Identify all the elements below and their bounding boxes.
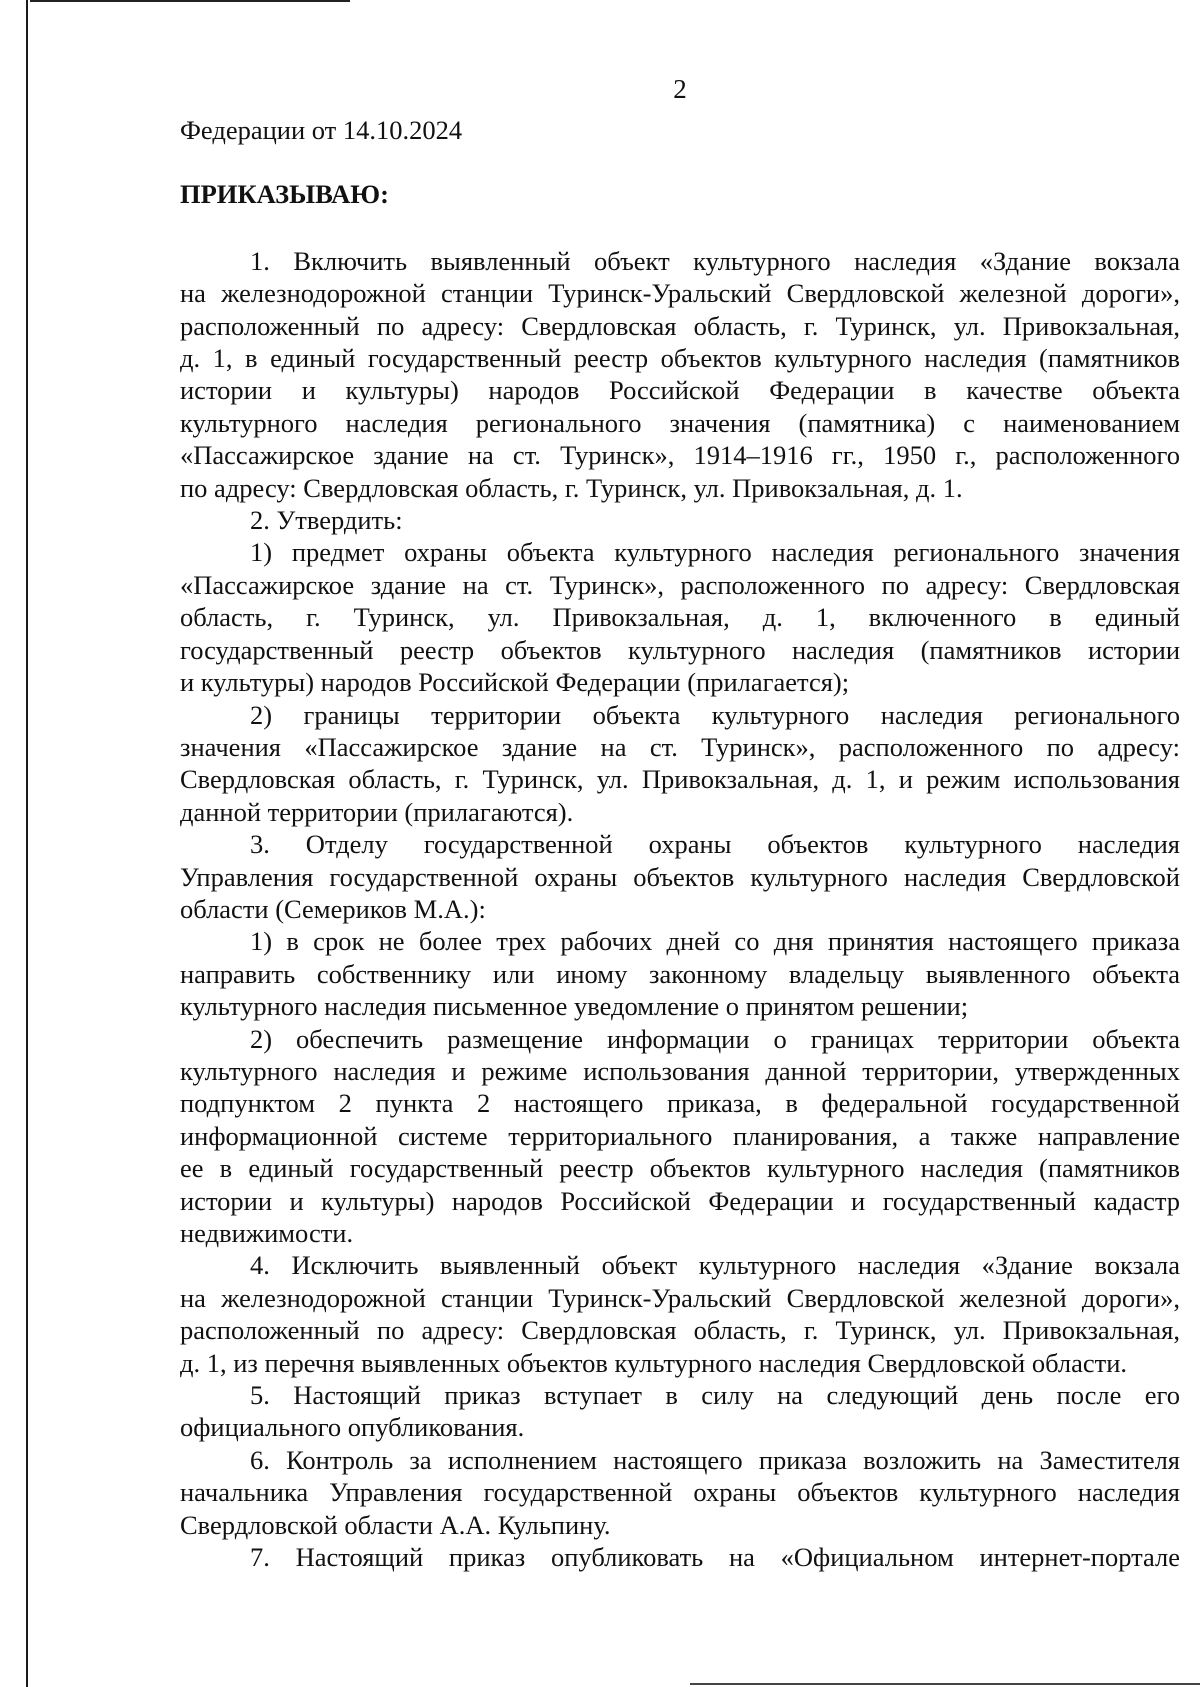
- text-line: д. 1, в единый государственный реестр объектов культурного наследия (памятников: [180, 343, 1180, 374]
- text-line: на железнодорожной станции Туринск-Уральский Свердловской железной дороги»,: [180, 1282, 1180, 1313]
- text-line: области (Семериков М.А.):: [180, 893, 486, 924]
- text-line: «Пассажирское здание на ст. Туринск», 1914–1916 гг., 1950 г., расположенного: [180, 440, 1180, 471]
- text-line: расположенный по адресу: Свердловская область, г. Туринск, ул. Привокзальная,: [180, 1315, 1180, 1346]
- text-line: Управления государственной охраны объектов культурного наследия Свердловской: [180, 861, 1180, 892]
- text-line: расположенный по адресу: Свердловская область, г. Туринск, ул. Привокзальная,: [180, 310, 1180, 341]
- text-line: данной территории (прилагаются).: [180, 796, 574, 827]
- document-body: [180, 114, 1180, 1573]
- text-line: 4. Исключить выявленный объект культурного наследия «Здание вокзала: [250, 1250, 1180, 1281]
- text-line: государственный реестр объектов культурного наследия (памятников истории: [180, 634, 1180, 665]
- text-line: начальника Управления государственной охраны объектов культурного наследия: [180, 1477, 1180, 1508]
- paragraph: [180, 1023, 1180, 1250]
- text-line: Свердловская область, г. Туринск, ул. Привокзальная, д. 1, и режим использования: [180, 764, 1180, 795]
- text-line: 1. Включить выявленный объект культурного наследия «Здание вокзала: [250, 245, 1180, 276]
- text-line: культурного наследия и режиме использования данной территории, утвержденных: [180, 1055, 1180, 1086]
- text-line: ее в единый государственный реестр объектов культурного наследия (памятников: [180, 1153, 1180, 1184]
- text-line: направить собственнику или иному законному владельцу выявленного объекта: [180, 958, 1180, 989]
- paragraph: [180, 536, 1180, 698]
- text-line: 7. Настоящий приказ опубликовать на «Официальном интернет-портале: [250, 1542, 1180, 1573]
- text-line: истории и культуры) народов Российской Федерации в качестве объекта: [180, 375, 1180, 406]
- text-line: д. 1, из перечня выявленных объектов культурного наследия Свердловской области.: [180, 1347, 1128, 1378]
- text-line: 2) границы территории объекта культурного наследия регионального: [250, 699, 1180, 730]
- paragraph: [180, 245, 1180, 504]
- text-line: 1) предмет охраны объекта культурного наследия регионального значения: [250, 537, 1180, 568]
- lead-line: Федерации от 14.10.2024: [180, 115, 463, 145]
- paragraph: [180, 1379, 1180, 1444]
- order-heading: ПРИКАЗЫВАЮ:: [180, 179, 389, 210]
- paragraph-list: [180, 245, 1180, 1574]
- text-line: истории и культуры) народов Российской Федерации и государственный кадастр: [180, 1185, 1180, 1216]
- paragraph: [180, 1541, 1180, 1573]
- paragraph: [180, 925, 1180, 1022]
- paragraph: [180, 1444, 1180, 1541]
- text-line: по адресу: Свердловская область, г. Туринск, ул. Привокзальная, д. 1.: [180, 472, 963, 503]
- text-line: и культуры) народов Российской Федерации (прилагается);: [180, 667, 850, 698]
- scan-edge-top: [30, 0, 350, 2]
- text-line: информационной системе территориального планирования, а также направление: [180, 1120, 1180, 1151]
- text-line: 2) обеспечить размещение информации о границах территории объекта: [250, 1023, 1180, 1054]
- scan-edge-left: [26, 0, 28, 1687]
- text-line: область, г. Туринск, ул. Привокзальная, д. 1, включенного в единый: [180, 602, 1180, 633]
- paragraph: [180, 504, 1180, 536]
- page-number: 2: [673, 74, 687, 104]
- text-line: 1) в срок не более трех рабочих дней со дня принятия настоящего приказа: [250, 926, 1180, 957]
- text-line: 5. Настоящий приказ вступает в силу на следующий день после его: [250, 1380, 1180, 1411]
- text-line: культурного наследия письменное уведомление о принятом решении;: [180, 991, 969, 1022]
- text-line: культурного наследия регионального значения (памятника) с наименованием: [180, 407, 1180, 438]
- paragraph: [180, 699, 1180, 829]
- text-line: официального опубликования.: [180, 1412, 525, 1443]
- text-line: подпунктом 2 пункта 2 настоящего приказа, в федеральной государственной: [180, 1088, 1180, 1119]
- scan-edge-bottom: [690, 1683, 1200, 1685]
- text-line: 6. Контроль за исполнением настоящего приказа возложить на Заместителя: [250, 1444, 1180, 1475]
- text-line: 3. Отделу государственной охраны объектов культурного наследия: [250, 829, 1180, 860]
- text-line: 2. Утвердить:: [250, 505, 403, 536]
- text-line: на железнодорожной станции Туринск-Уральский Свердловской железной дороги»,: [180, 278, 1180, 309]
- paragraph: [180, 1249, 1180, 1379]
- text-line: «Пассажирское здание на ст. Туринск», расположенного по адресу: Свердловская: [180, 569, 1180, 600]
- text-line: Свердловской области А.А. Кульпину.: [180, 1509, 611, 1540]
- paragraph: [180, 828, 1180, 925]
- text-line: недвижимости.: [180, 1218, 354, 1248]
- text-line: значения «Пассажирское здание на ст. Туринск», расположенного по адресу:: [180, 731, 1180, 762]
